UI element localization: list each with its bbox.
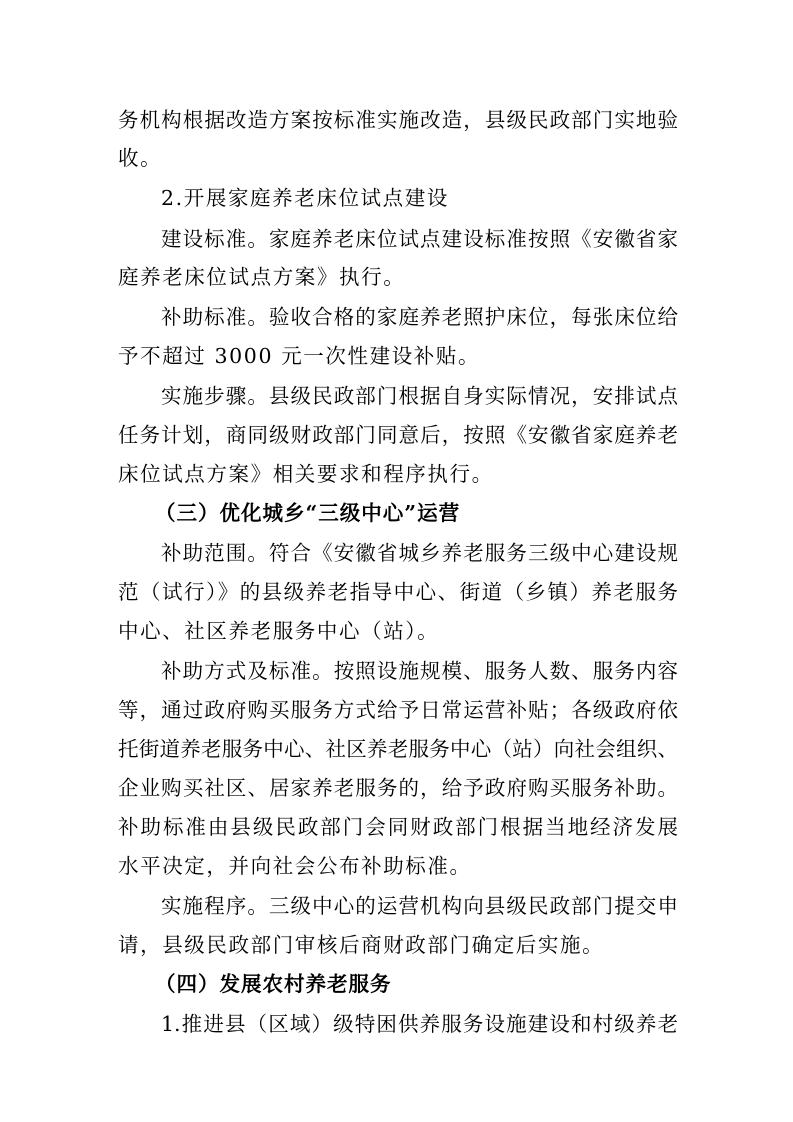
paragraph-line: 任务计划，商同级财政部门同意后，按照《安徽省家庭养老 (118, 423, 678, 447)
paragraph-line: 床位试点方案》相关要求和程序执行。 (118, 462, 494, 486)
paragraph-line: 1.推进县（区域）级特困供养服务设施建设和村级养老 (161, 1012, 678, 1036)
paragraph-line: 收。 (118, 146, 163, 170)
paragraph-line: 补助范围。符合《安徽省城乡养老服务三级中心建设规 (161, 541, 678, 565)
paragraph-line: 中心、社区养老服务中心（站）。 (118, 619, 440, 643)
paragraph-line: 企业购买社区、居家养老服务的，给予政府购买服务补助。 (118, 776, 678, 800)
paragraph-line: 请，县级民政部门审核后商财政部门确定后实施。 (118, 933, 605, 957)
paragraph-line: 等，通过政府购买服务方式给予日常运营补贴；各级政府依 (118, 698, 678, 722)
paragraph-line: 予不超过 3000 元一次性建设补贴。 (118, 344, 481, 368)
paragraph-line: 范（试行）》的县级养老指导中心、街道（乡镇）养老服务 (118, 580, 678, 604)
paragraph-line: 庭养老床位试点方案》执行。 (118, 265, 406, 289)
section-subheading: 2.开展家庭养老床位试点建设 (161, 186, 449, 210)
paragraph-line: 实施程序。三级中心的运营机构向县级民政部门提交申 (161, 894, 678, 918)
section-heading: （三）优化城乡“三级中心”运营 (155, 501, 461, 525)
paragraph-line: 补助方式及标准。按照设施规模、服务人数、服务内容 (161, 659, 678, 683)
paragraph-line: 务机构根据改造方案按标准实施改造，县级民政部门实地验 (118, 108, 678, 132)
section-heading: （四）发展农村养老服务 (155, 972, 392, 996)
paragraph-line: 实施步骤。县级民政部门根据自身实际情况，安排试点 (161, 384, 678, 408)
paragraph-line: 补助标准。验收合格的家庭养老照护床位，每张床位给 (161, 305, 678, 329)
paragraph-line: 补助标准由县级民政部门会同财政部门根据当地经济发展 (118, 815, 678, 839)
paragraph-line: 托街道养老服务中心、社区养老服务中心（站）向社会组织、 (118, 737, 678, 761)
paragraph-line: 建设标准。家庭养老床位试点建设标准按照《安徽省家 (161, 227, 678, 251)
paragraph-line: 水平决定，并向社会公布补助标准。 (118, 854, 472, 878)
